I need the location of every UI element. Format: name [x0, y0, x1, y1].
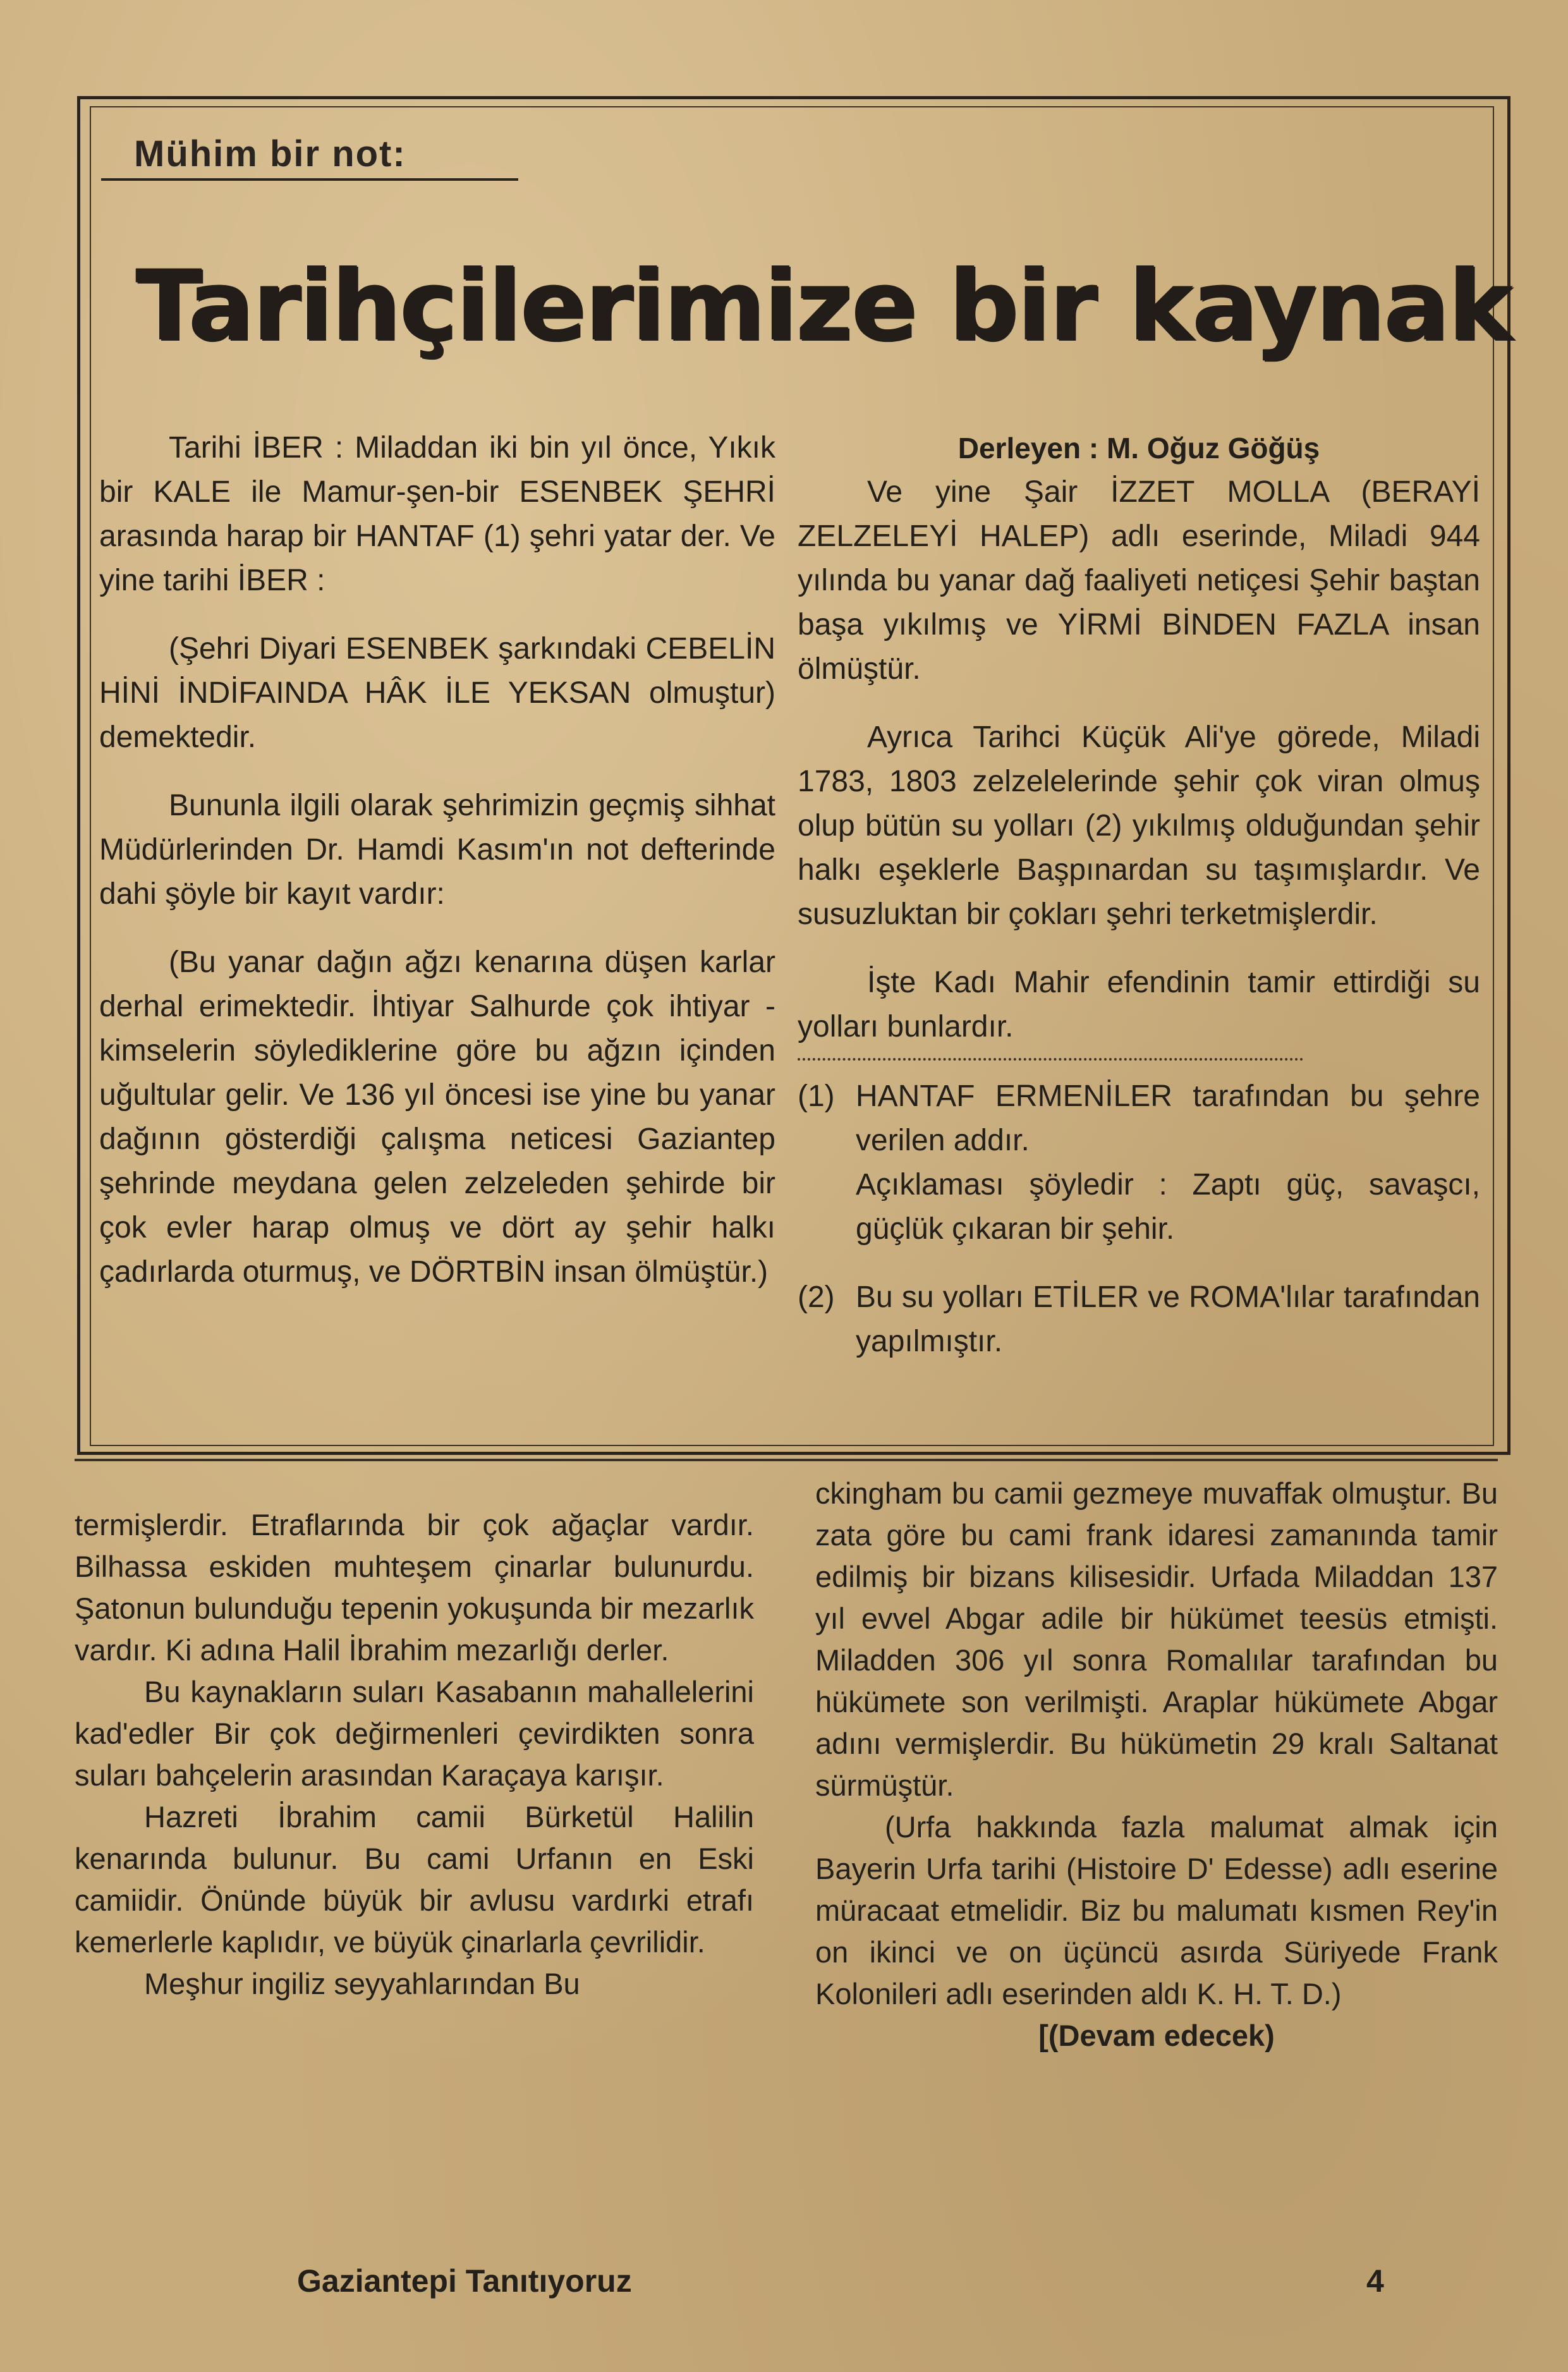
footnote-number: (2) — [798, 1280, 835, 1314]
paragraph: (Urfa hakkında fazla malumat almak için Bayerin Urfa tarihi (Histoire D' Edesse) adlı eserine müracaat etmelidir. Biz bu malumatı kısmen Rey'in on ikinci ve on üçüncü asırda Süriyede Frank Kolonileri adlı eserinden aldı K. H. T. D.) — [815, 1810, 1498, 2010]
dotted-separator — [798, 1058, 1303, 1061]
bottom-left-column — [75, 1504, 754, 2005]
byline: Derleyen : M. Oğuz Göğüş — [957, 432, 1320, 465]
right-column — [798, 426, 1480, 1364]
footnote-text: Bu su yolları ETİLER ve ROMA'lılar tarafından yapılmıştır. — [856, 1280, 1480, 1358]
paragraph: Bununla ilgili olarak şehrimizin geçmiş sihhat Müdürlerinden Dr. Hamdi Kasım'ın not defterinde dahi şöyle bir kayıt vardır: — [99, 789, 775, 911]
footer-publication: Gaziantepi Tanıtıyoruz — [297, 2263, 632, 2299]
note-underline — [101, 178, 518, 181]
bottom-right-column — [815, 1473, 1498, 2057]
paragraph: İşte Kadı Mahir efendinin tamir ettirdiği su yolları bunlardır. — [798, 966, 1480, 1043]
left-column — [99, 426, 775, 1294]
note-title: Mühim bir not: — [134, 133, 406, 174]
section-divider — [75, 1459, 1498, 1461]
footnote-1 — [798, 1074, 1480, 1251]
footnote-text: HANTAF ERMENİLER tarafından bu şehre verilen addır. — [856, 1080, 1480, 1157]
paragraph: Ayrıca Tarihci Küçük Ali'ye görede, Miladi 1783, 1803 zelzelelerinde şehir çok viran olmuş olup bütün su yolları (2) yıkılmış olduğundan şehir halkı eşeklerle Başpınardan su taşımışlardır. Ve susuzluktan bir çokları şehri terketmişlerdir. — [798, 721, 1480, 931]
headline: Tarihçilerimize bir kaynak — [136, 250, 1512, 363]
paragraph: (Bu yanar dağın ağzı kenarına düşen karlar derhal erimektedir. İhtiyar Salhurde çok ihtiyar - kimselerin söylediklerine göre bu ağzın içinden uğultular gelir. Ve 136 yıl öncesi ise yine bu yanar dağının gösterdiği çalışma neticesi Gaziantep şehrinde meydana gelen zelzeleden şehirde bir çok evler harap olmuş ve dört ay şehir halkı çadırlarda oturmuş, ve DÖRTBİN insan ölmüştür.) — [99, 946, 775, 1289]
paragraph: Meşhur ingiliz seyyahlarından Bu — [144, 1967, 580, 2000]
page-number: 4 — [1366, 2263, 1384, 2299]
paragraph: termişlerdir. Etraflarında bir çok ağaçlar vardır. Bilhassa eskiden muhteşem çinarlar bulunurdu. Şatonun bulunduğu tepenin yokuşunda bir mezarlık vardır. Ki adına Halil İbrahim mezarlığı derler. — [75, 1508, 754, 1667]
paragraph: ckingham bu camii gezmeye muvaffak olmuştur. Bu zata göre bu cami frank idaresi zamanında tamir edilmiş bir bizans kilisesidir. Urfada Miladdan 137 yıl evvel Abgar adile bir hükümet teesüs etmişti. Miladden 306 yıl sonra Romalılar tarafından bu hükümete son verilmişti. Araplar hükümete Abgar adını vermişlerdir. Bu hükümetin 29 kralı Saltanat sürmüştür. — [815, 1476, 1498, 1802]
paragraph: Hazreti İbrahim camii Bürketül Halilin kenarında bulunur. Bu cami Urfanın en Eski camiidir. Önünde büyük bir avlusu vardırki etrafı kemerlerle kaplıdır, ve büyük çinarlarla çevrilidir. — [75, 1800, 754, 1959]
paragraph: (Şehri Diyari ESENBEK şarkındaki CEBELİN HİNİ İNDİFAINDA HÂK İLE YEKSAN olmuştur) demektedir. — [99, 632, 775, 754]
footnote-number: (1) — [798, 1080, 835, 1113]
paragraph: Bu kaynakların suları Kasabanın mahallelerini kad'edler Bir çok değirmenleri çevirdikten sonra suları bahçelerin arasından Karaçaya karışır. — [75, 1675, 754, 1792]
footnote-2 — [798, 1275, 1480, 1364]
paragraph: Ve yine Şair İZZET MOLLA (BERAYİ ZELZELEYİ HALEP) adlı eserinde, Miladi 944 yılında bu yanar dağ faaliyeti netiçesi Şehir baştan başa yıkılmış ve YİRMİ BİNDEN FAZLA insan ölmüştür. — [798, 475, 1480, 686]
paragraph: Tarihi İBER : Miladdan iki bin yıl önce, Yıkık bir KALE ile Mamur-şen-bir ESENBEK ŞEHRİ arasında harap bir HANTAF (1) şehri yatar der. Ve yine tarihi İBER : — [99, 431, 775, 597]
continued-note: [(Devam edecek) — [1038, 2019, 1275, 2052]
footnote-text: Açıklaması şöyledir : Zaptı güç, savaşcı, güçlük çıkaran bir şehir. — [856, 1168, 1480, 1246]
